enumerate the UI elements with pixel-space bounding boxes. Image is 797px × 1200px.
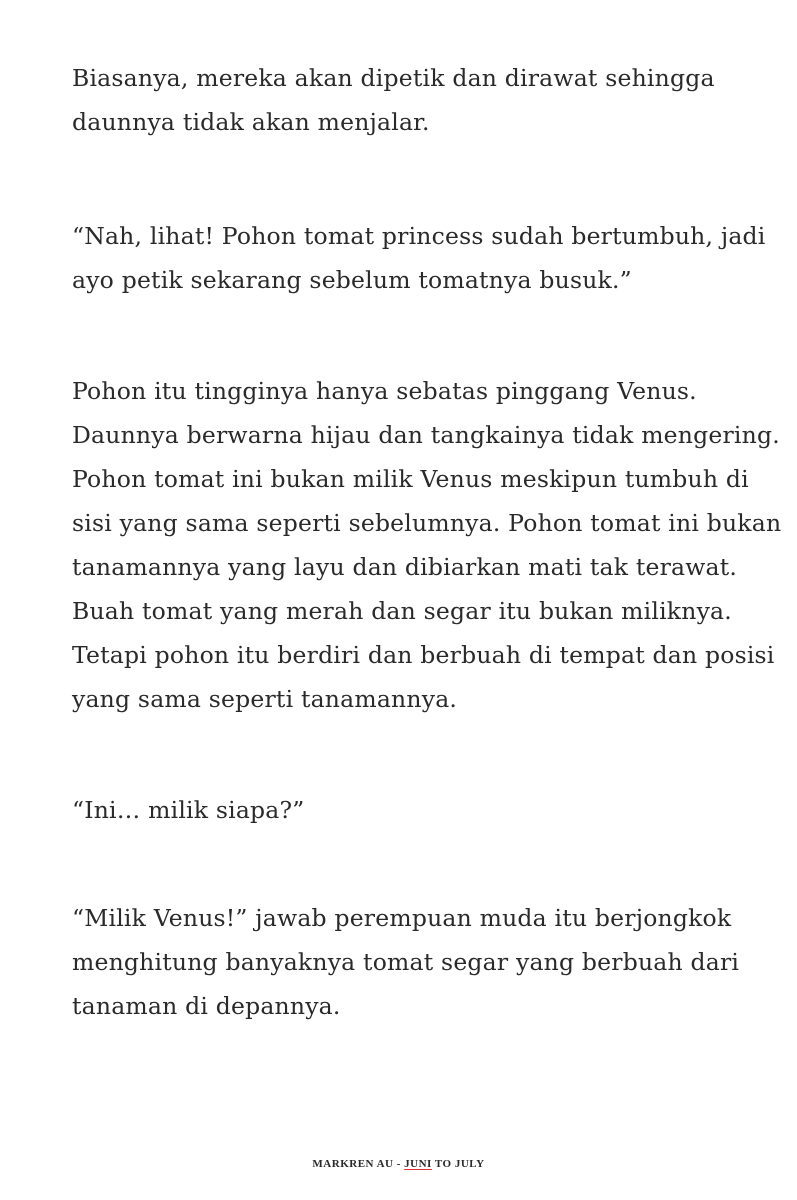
text-line: menghitung banyaknya tomat segar yang berbuah dari [72, 948, 740, 976]
footer-prefix: MARKREN AU - [312, 1158, 405, 1170]
text-line: Tetapi pohon itu berdiri dan berbuah di tempat dan posisi [72, 641, 775, 669]
text-line: ayo petik sekarang sebelum tomatnya busuk.” [72, 266, 632, 294]
paragraph-4 [72, 788, 305, 832]
paragraph-2 [72, 214, 766, 302]
paragraph-3 [72, 369, 781, 721]
paragraph-1 [72, 56, 715, 144]
paragraph-5 [72, 896, 739, 1028]
text-line: “Ini… milik siapa?” [72, 796, 305, 824]
text-line: Daunnya berwarna hijau dan tangkainya tidak mengering. [72, 421, 780, 449]
footer-underlined-word: JUNI [404, 1158, 432, 1170]
footer-suffix: TO JULY [431, 1158, 485, 1170]
text-line: daunnya tidak akan menjalar. [72, 108, 430, 136]
text-line: yang sama seperti tanamannya. [72, 685, 458, 713]
text-line: Pohon tomat ini bukan milik Venus meskipun tumbuh di [72, 465, 749, 493]
page-footer [0, 1158, 797, 1170]
text-line: Pohon itu tingginya hanya sebatas pinggang Venus. [72, 377, 697, 405]
text-line: tanaman di depannya. [72, 992, 341, 1020]
text-line: Buah tomat yang merah dan segar itu bukan miliknya. [72, 597, 732, 625]
text-line: “Nah, lihat! Pohon tomat princess sudah bertumbuh, jadi [72, 222, 766, 250]
text-line: tanamannya yang layu dan dibiarkan mati tak terawat. [72, 553, 738, 581]
text-line: “Milik Venus!” jawab perempuan muda itu berjongkok [72, 904, 732, 932]
text-line: Biasanya, mereka akan dipetik dan dirawat sehingga [72, 64, 715, 92]
text-line: sisi yang sama seperti sebelumnya. Pohon tomat ini bukan [72, 509, 782, 537]
